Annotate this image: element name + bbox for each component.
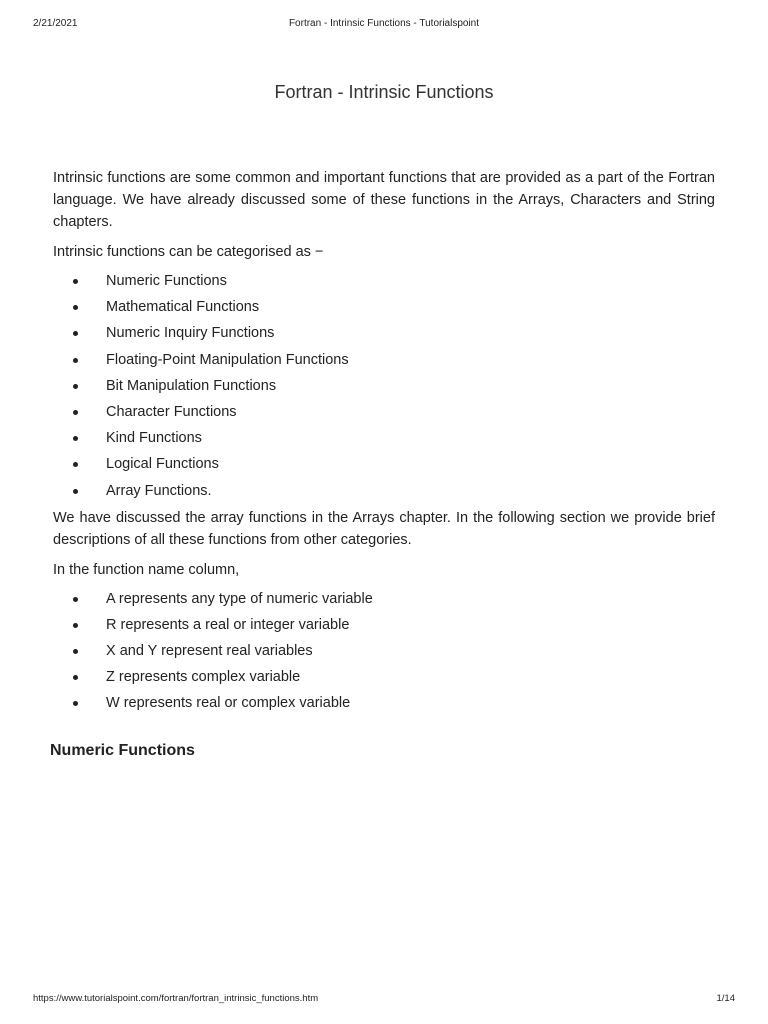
- bullet-icon: [73, 331, 78, 336]
- category-list: [53, 268, 715, 504]
- list-item: [53, 664, 715, 690]
- list-item: [53, 586, 715, 612]
- bullet-icon: [73, 701, 78, 706]
- column-intro: In the function name column,: [53, 561, 240, 578]
- bullet-icon: [73, 358, 78, 363]
- array-note-paragraph: We have discussed the array functions in the Arrays chapter. In the following section we provide brief descriptions of all these functions from other categories.: [53, 509, 715, 548]
- bullet-icon: [73, 462, 78, 467]
- bullet-icon: [73, 597, 78, 602]
- list-item-label: Logical Functions: [106, 456, 219, 473]
- page-count: 1/14: [716, 993, 735, 1004]
- print-footer: [0, 993, 768, 1007]
- list-item-label: Array Functions.: [106, 482, 212, 499]
- list-item: [53, 373, 715, 399]
- bullet-icon: [73, 675, 78, 680]
- print-header: [0, 18, 768, 32]
- list-item-label: Numeric Inquiry Functions: [106, 325, 275, 342]
- bullet-icon: [73, 436, 78, 441]
- bullet-icon: [73, 649, 78, 654]
- article-body: [53, 167, 715, 717]
- list-item: [53, 690, 715, 716]
- list-item-label: Kind Functions: [106, 430, 202, 447]
- page-url: https://www.tutorialspoint.com/fortran/fortran_intrinsic_functions.htm: [33, 993, 319, 1004]
- list-item-label: Z represents complex variable: [106, 669, 301, 686]
- list-item: [53, 478, 715, 504]
- variable-list: [53, 586, 715, 717]
- list-item: [53, 451, 715, 477]
- categories-intro: Intrinsic functions can be categorised as −: [53, 244, 324, 260]
- list-item-label: R represents a real or integer variable: [106, 616, 350, 633]
- list-item: [53, 294, 715, 320]
- page-title: Fortran - Intrinsic Functions: [274, 82, 494, 102]
- list-item-label: Bit Manipulation Functions: [106, 377, 277, 394]
- bullet-icon: [73, 384, 78, 389]
- list-item: [53, 638, 715, 664]
- list-item: [53, 425, 715, 451]
- bullet-icon: [73, 623, 78, 628]
- list-item: [53, 320, 715, 346]
- list-item: [53, 399, 715, 425]
- list-item-label: Floating-Point Manipulation Functions: [106, 351, 349, 368]
- list-item: [53, 612, 715, 638]
- print-date: 2/21/2021: [33, 18, 78, 29]
- list-item-label: Character Functions: [106, 403, 237, 420]
- list-item-label: W represents real or complex variable: [106, 695, 351, 712]
- bullet-icon: [73, 305, 78, 310]
- list-item: [53, 347, 715, 373]
- section-heading: Numeric Functions: [50, 742, 195, 759]
- bullet-icon: [73, 279, 78, 284]
- bullet-icon: [73, 410, 78, 415]
- list-item-label: Mathematical Functions: [106, 299, 260, 316]
- list-item-label: X and Y represent real variables: [106, 643, 313, 660]
- list-item: [53, 268, 715, 294]
- list-item-label: Numeric Functions: [106, 273, 227, 289]
- bullet-icon: [73, 489, 78, 494]
- print-doc-title: Fortran - Intrinsic Functions - Tutorialspoint: [288, 18, 480, 29]
- list-item-label: A represents any type of numeric variable: [106, 590, 373, 607]
- intro-paragraph: Intrinsic functions are some common and important functions that are provided as a part of the Fortran language. We have already discussed some of these functions in the Arrays, Characters and String chapters.: [53, 170, 715, 230]
